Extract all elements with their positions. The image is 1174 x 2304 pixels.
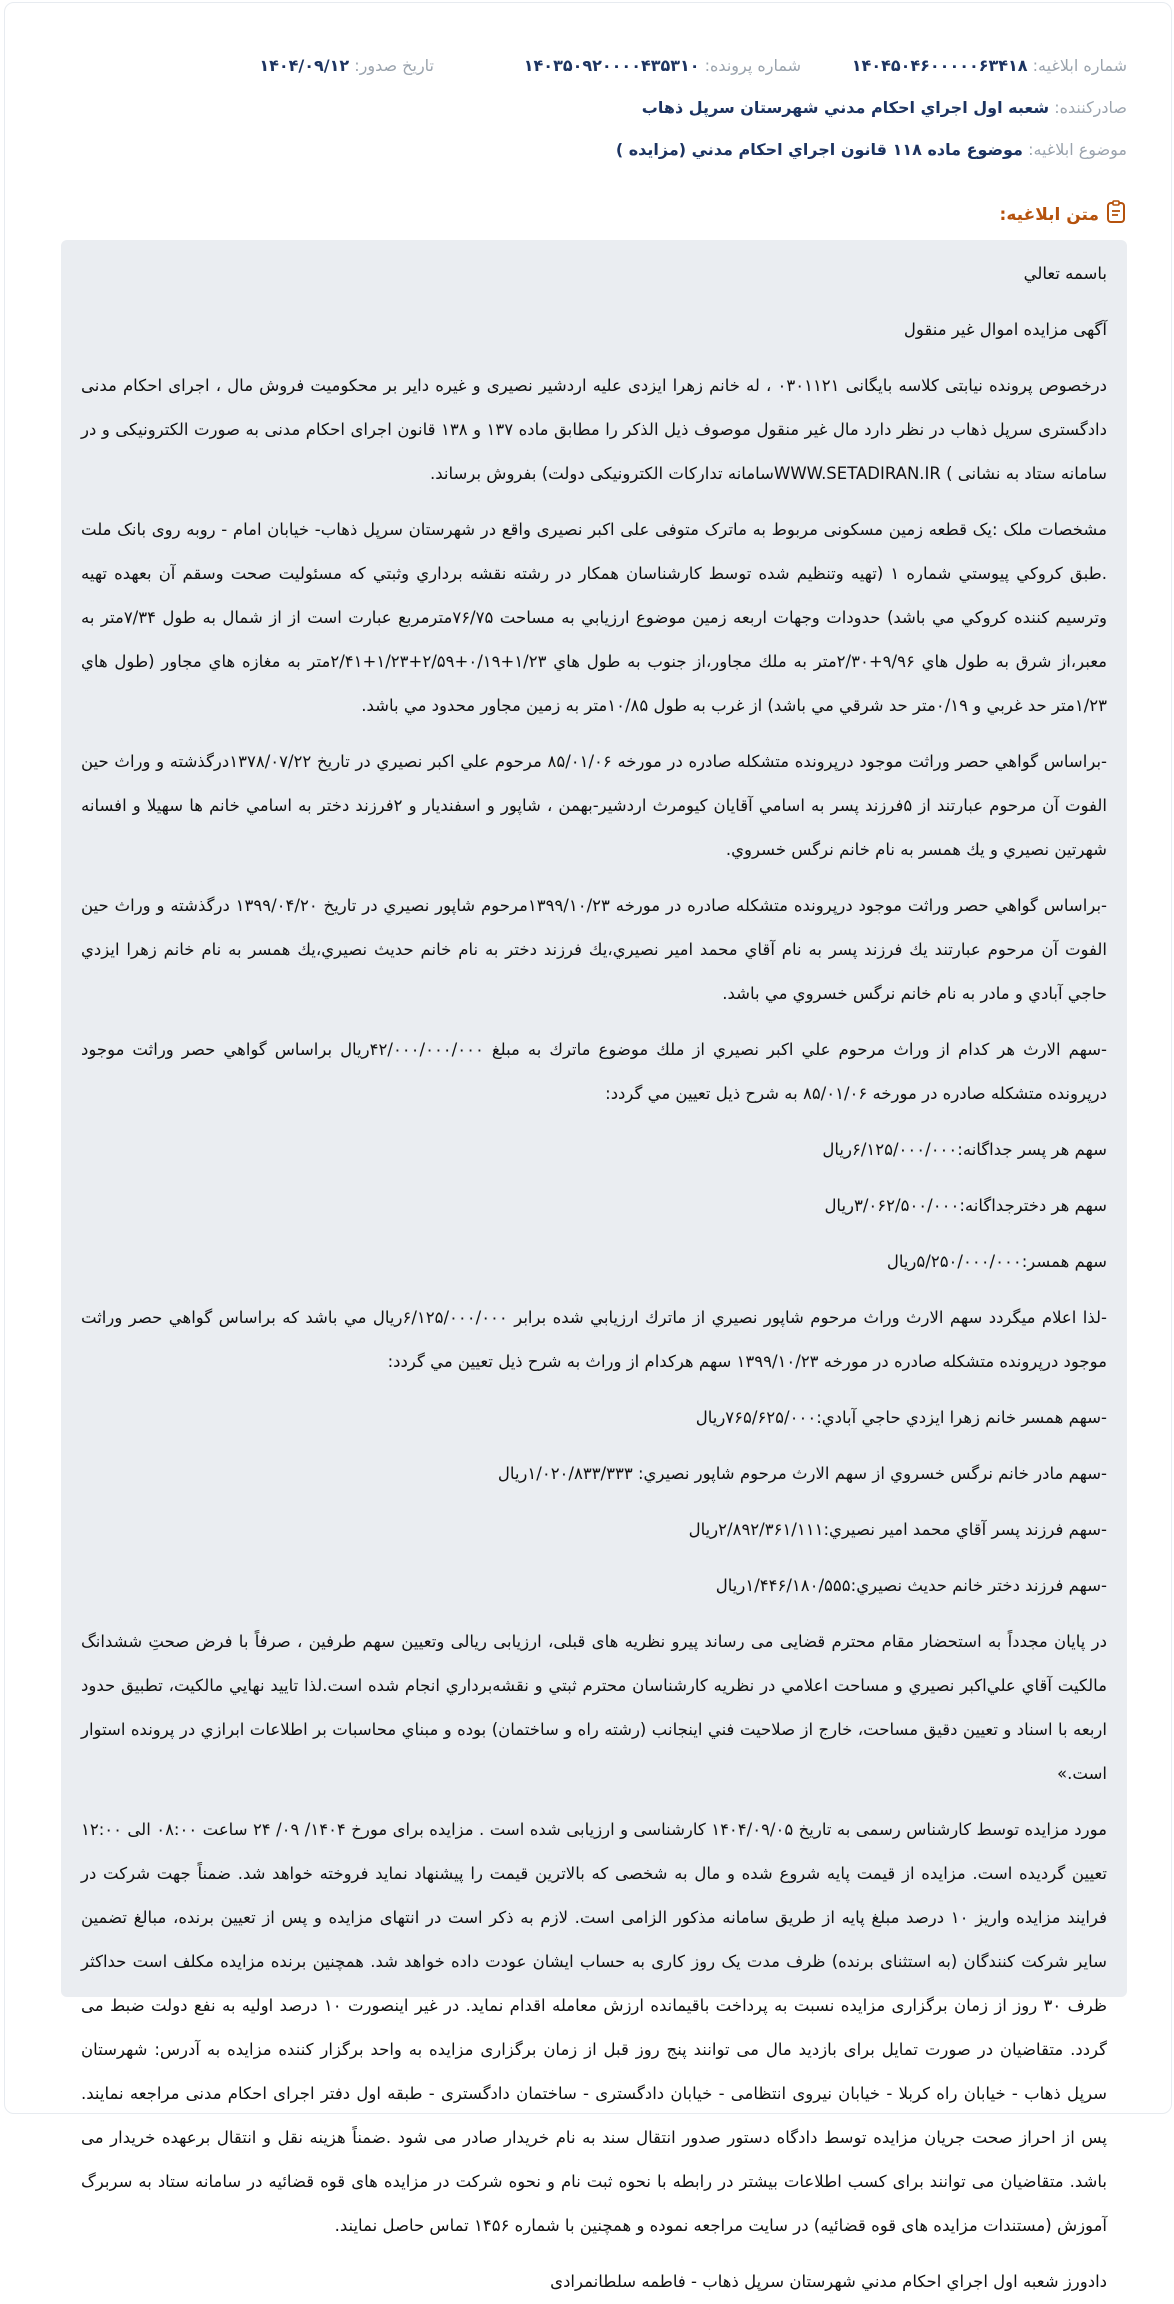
issuer-value: شعبه اول اجراي احكام مدني شهرستان سرپل ذهاب — [641, 98, 1050, 117]
body-paragraph: سهم همسر:۵/۲۵۰/۰۰۰/۰۰۰ريال — [886, 1252, 1107, 1271]
case-number-label: شماره پرونده: — [704, 56, 801, 75]
section-title-text: متن ابلاغیه: — [999, 204, 1099, 225]
body-paragraph: -سهم الارث هر كدام از وراث مرحوم علي اكبر نصيري از ملك موضوع ماترك به مبلغ ۴۲/۰۰۰/۰۰۰/۰۰۰ريال براساس گواهي حصر وراثت موجود درپرونده متشكله صادره در مورخه ۸۵/۰۱/۰۶ به شرح ذيل تعيين مي گردد: — [81, 1040, 1108, 1103]
notice-number — [852, 56, 1127, 75]
body-paragraph: -براساس گواهي حصر وراثت موجود درپرونده متشكله صادره در مورخه ۸۵/۰۱/۰۶ مرحوم علي اكبر نصيري در تاريخ ۱۳۷۸/۰۷/۲۲درگذشته و وراث حين الفوت آن مرحوم عبارتند از ۵فرزند پسر به اسامي آقايان كيومرث اردشير-بهمن ، شاپور و اسفنديار و ۲فرزند دختر به اسامي خانم ها سهيلا و افسانه شهرتين نصيري و يك همسر به نام خانم نرگس خسروي. — [81, 752, 1108, 859]
body-paragraph: باسمه تعالي — [1023, 264, 1107, 283]
document-icon — [1105, 200, 1127, 229]
signature-line: دادورز شعبه اول اجراي احكام مدني شهرستان سرپل ذهاب - فاطمه سلطانمرادی — [550, 2272, 1107, 2291]
issue-date — [259, 56, 434, 75]
body-paragraph: -سهم فرزند دختر خانم حديث نصيري:۱/۴۴۶/۱۸۰/۵۵۵ريال — [715, 1576, 1107, 1595]
issuer-label: صادرکننده: — [1054, 98, 1127, 117]
subject-value: موضوع ماده ۱۱۸ قانون اجراي احكام مدني (مزايده ) — [615, 140, 1023, 159]
section-title — [1000, 200, 1127, 229]
body-paragraph: درخصوص پرونده نیابتی کلاسه بایگانی ۰۳۰۱۱۲۱ ، له خانم زهرا ایزدی علیه اردشیر نصیری و غیره دایر بر محکومیت فروش مال ، اجرای احکام مدنی دادگستری سرپل ذهاب در نظر دارد مال غیر منقول موصوف ذیل الذکر را مطابق ماده ۱۳۷ و ۱۳۸ قانون اجرای احکام مدنی به صورت الکترونیکی و در سامانه ستاد به نشانی ) WWW.SETADIRAN.IRسامانه تدارکات الکترونیکی دولت) بفروش برساند. — [81, 376, 1108, 483]
body-paragraph: در پایان مجدداً به استحضار مقام محترم قضایی می رساند پیرو نظریه های قبلی، ارزیابی ریالی وتعیین سهم طرفین ، صرفاً با فرض صحتِ ششدانگ مالکیت آقاي علي‌اکبر نصیري و مساحت اعلامي در نظریه کارشناسان محترم ثبتي و نقشه‌برداري انجام شده است.لذا تایید نهایي مالکیت، تطبیق حدود اربعه با اسناد و تعیین دقیق مساحت، خارج از صلاحیت فني اینجانب (رشته راه و ساختمان) بوده و مبناي محاسبات بر اطلاعات ابرازي در پرونده استوار است.» — [81, 1632, 1107, 1783]
body-paragraph: مورد مزایده توسط کارشناس رسمی به تاریخ ۱۴۰۴/۰۹/۰۵ کارشناسی و ارزیابی شده است . مزایده برای مورخ ۱۴۰۴/ ۰۹/ ۲۴ ساعت ۰۸:۰۰ الی ۱۲:۰۰ تعیین گردیده است. مزایده از قیمت پایه شروع شده و مال به شخصی که بالاترین قیمت را پیشنهاد نماید فروخته خواهد شد. ضمناً جهت شرکت در فرایند مزایده واریز ۱۰ درصد مبلغ پایه از طریق سامانه مذکور الزامی است. لازم به ذکر است در انتهای مزایده و پس از تعیین برنده، مبالغ تضمین سایر شرکت کنندگان (به استثنای برنده) ظرف مدت یک روز کاری به حساب ایشان عودت داده خواهد شد. همچنین برنده مزایده مکلف است حداکثر ظرف ۳۰ روز از زمان برگزاری مزایده نسبت به پرداخت باقیمانده ارزش معامله اقدام نماید. در غیر اینصورت ۱۰ درصد اولیه به نفع دولت ضبط می گردد. متقاضیان در صورت تمایل برای بازدید مال می توانند پنج روز قبل از زمان برگزاری مزایده به واحد برگزار کننده مزایده به آدرس: شهرستان سرپل ذهاب - خیابان راه کربلا - خیابان نیروی انتظامی - خیابان دادگستری - ساختمان دادگستری - طبقه اول دفتر اجرای احکام مدنی مراجعه نمایند. پس از احراز صحت جریان مزایده توسط دادگاه دستور صدور انتقال سند به نام خریدار صادر می شود .ضمناً هزینه نقل و انتقال برعهده خریدار می باشد. متقاضیان می توانند برای کسب اطلاعات بیشتر در رابطه با نحوه ثبت نام و نحوه شرکت در مزایده های قوه قضائیه در سامانه ستاد به سربرگ آموزش (مستندات مزایده های قوه قضائیه) در سایت مراجعه نموده و همچنین با شماره ۱۴۵۶ تماس حاصل نمایند. — [81, 1820, 1108, 2235]
body-paragraph: -سهم همسر خانم زهرا ايزدي حاجي آبادي:۷۶۵/۶۲۵/۰۰۰ريال — [695, 1408, 1107, 1427]
issuer — [60, 98, 1127, 117]
body-paragraph: مشخصات ملک :یک قطعه زمین مسکونی مربوط به ماترک متوفی علی اکبر نصیری واقع در شهرستان سرپل ذهاب- خیابان امام - روبه روی بانک ملت .طبق كروكي پيوستي شماره ۱ (تهيه وتنظيم شده توسط كارشناسان همكار در رشته نقشه برداري وثبتي كه مسئوليت صحت وسقم آن بعهده تهيه وترسيم كننده كروكي مي باشد) حدودات وجهات اربعه زمين موضوع ارزيابي به مساحت ۷۶/۷۵مترمربع عبارت است از از شمال به طول ۷/۳۴متر به معبر،از شرق به طول هاي ۹/۹۶+۲/۳۰متر به ملك مجاور،از جنوب به طول هاي ۱/۲۳+۰/۱۹+۲/۵۹+۱/۲۳+۲/۴۱متر به مغازه هاي مجاور (طول هاي ۱/۲۳متر حد غربي و ۰/۱۹متر حد شرقي مي باشد) از غرب به طول ۱۰/۸۵متر به زمين مجاور محدود مي باشد. — [81, 520, 1107, 715]
body-paragraph: -سهم مادر خانم نرگس خسروي از سهم الارث مرحوم شاپور نصيري: ۱/۰۲۰/۸۳۳/۳۳۳ريال — [497, 1464, 1107, 1483]
notice-number-label: شماره ابلاغیه: — [1032, 56, 1127, 75]
case-number — [524, 56, 801, 75]
body-paragraph: -لذا اعلام ميگردد سهم الارث وراث مرحوم شاپور نصيري از ماترك ارزيابي شده برابر ۶/۱۲۵/۰۰۰/۰۰۰ريال مي باشد كه براساس گواهي حصر وراثت موجود درپرونده متشكله صادره در مورخه ۱۳۹۹/۱۰/۲۳ سهم هركدام از وراث به شرح ذيل تعيين مي گردد: — [81, 1308, 1107, 1371]
notice-body — [61, 240, 1127, 2291]
body-paragraph: آگهی مزایده اموال غیر منقول — [903, 320, 1107, 339]
body-paragraph: -سهم فرزند پسر آقاي محمد امير نصيري:۲/۸۹۲/۳۶۱/۱۱۱ريال — [688, 1520, 1107, 1539]
body-paragraph: سهم هر پسر جداگانه:۶/۱۲۵/۰۰۰/۰۰۰ريال — [822, 1140, 1107, 1159]
subject-label: موضوع ابلاغیه: — [1028, 140, 1127, 159]
notice-number-value: ۱۴۰۴۵۰۴۶۰۰۰۰۰۶۳۴۱۸ — [851, 56, 1028, 75]
issue-date-value: ۱۴۰۴/۰۹/۱۲ — [259, 56, 350, 75]
subject — [60, 140, 1127, 159]
body-paragraph: -براساس گواهي حصر وراثت موجود درپرونده متشكله صادره در مورخه ۱۳۹۹/۱۰/۲۳مرحوم شاپور نصيري در تاريخ ۱۳۹۹/۰۴/۲۰ درگذشته و وراث حين الفوت آن مرحوم عبارتند يك فرزند پسر به نام آقاي محمد امير نصيري،يك فرزند دختر به نام خانم حديث نصيري،يك همسر به نام خانم زهرا ايزدي حاجي آبادي و مادر به نام خانم نرگس خسروي مي باشد. — [81, 896, 1107, 1003]
case-number-value: ۱۴۰۳۵۰۹۲۰۰۰۰۴۳۵۳۱۰ — [523, 56, 700, 75]
body-paragraph: سهم هر دخترجداگانه:۳/۰۶۲/۵۰۰/۰۰۰ريال — [824, 1196, 1107, 1215]
issue-date-label: تاریخ صدور: — [354, 56, 434, 75]
